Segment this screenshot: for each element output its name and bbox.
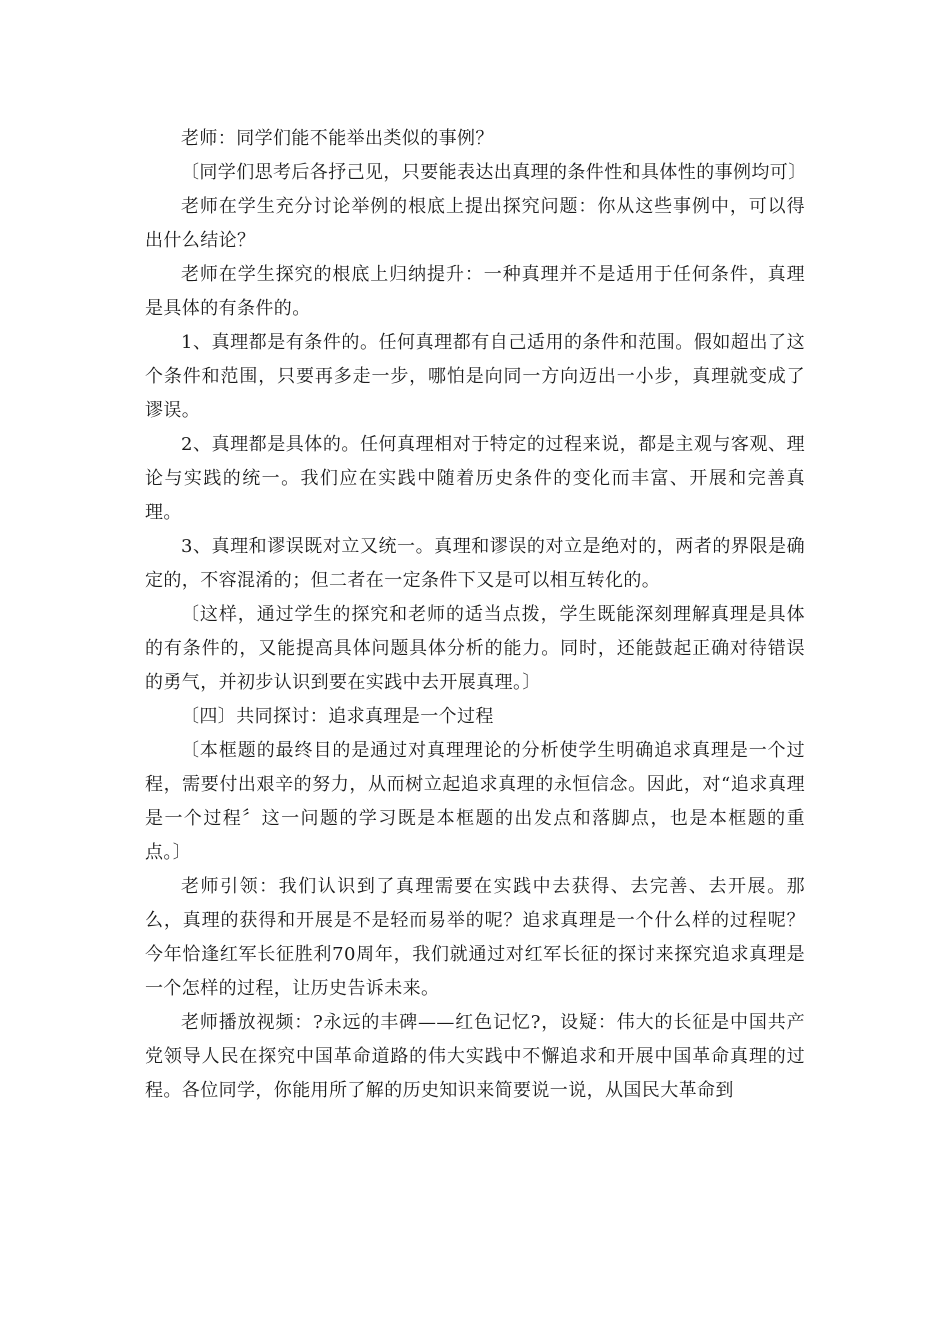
paragraph-student-note: 〔同学们思考后各抒己见，只要能表达出真理的条件性和具体性的事例均可〕 — [181, 162, 807, 183]
paragraph-summary: 老师在学生探究的根底上归纳提升：一种真理并不是适用于任何条件，真理是具体的有条件的。 — [145, 264, 805, 319]
section-heading-four: 〔四〕共同探讨：追求真理是一个过程 — [181, 706, 494, 727]
paragraph-teacher-question: 老师：同学们能不能举出类似的事例？ — [181, 128, 494, 149]
paragraph-point-1: 1、真理都是有条件的。任何真理都有自己适用的条件和范围。假如超出了这个条件和范围，只要再多走一步，哪怕是向同一方向迈出一小步，真理就变成了谬误。 — [145, 332, 805, 421]
paragraph-teacher-lead: 老师引领：我们认识到了真理需要在实践中去获得、去完善、去开展。那么，真理的获得和开展是不是轻而易举的呢？追求真理是一个什么样的过程呢？今年恰逢红军长征胜利70周年，我们就通过对红军长征的探讨来探究追求真理是一个怎样的过程，让历史告诉未来。 — [145, 876, 805, 999]
paragraph-teaching-note: 〔这样，通过学生的探究和老师的适当点拨，学生既能深刻理解真理是具体的有条件的，又能提高具体问题具体分析的能力。同时，还能鼓起正确对待错误的勇气，并初步认识到要在实践中去开展真理。〕 — [145, 604, 805, 693]
paragraph-inquiry-question: 老师在学生充分讨论举例的根底上提出探究问题：你从这些事例中，可以得出什么结论？ — [145, 196, 805, 251]
document-body — [145, 122, 805, 1108]
paragraph-framework-note: 〔本框题的最终目的是通过对真理理论的分析使学生明确追求真理是一个过程，需要付出艰辛的努力，从而树立起追求真理的永恒信念。因此，对“追求真理是一个过程〞这一问题的学习既是本框题的出发点和落脚点，也是本框题的重点。〕 — [145, 740, 805, 863]
paragraph-video: 老师播放视频：?永远的丰碑——红色记忆?，设疑：伟大的长征是中国共产党领导人民在探究中国革命道路的伟大实践中不懈追求和开展中国革命真理的过程。各位同学，你能用所了解的历史知识来简要说一说，从国民大革命到 — [145, 1012, 805, 1101]
paragraph-point-3: 3、真理和谬误既对立又统一。真理和谬误的对立是绝对的，两者的界限是确定的，不容混淆的；但二者在一定条件下又是可以相互转化的。 — [145, 536, 805, 591]
paragraph-point-2: 2、真理都是具体的。任何真理相对于特定的过程来说，都是主观与客观、理论与实践的统一。我们应在实践中随着历史条件的变化而丰富、开展和完善真理。 — [145, 434, 805, 523]
